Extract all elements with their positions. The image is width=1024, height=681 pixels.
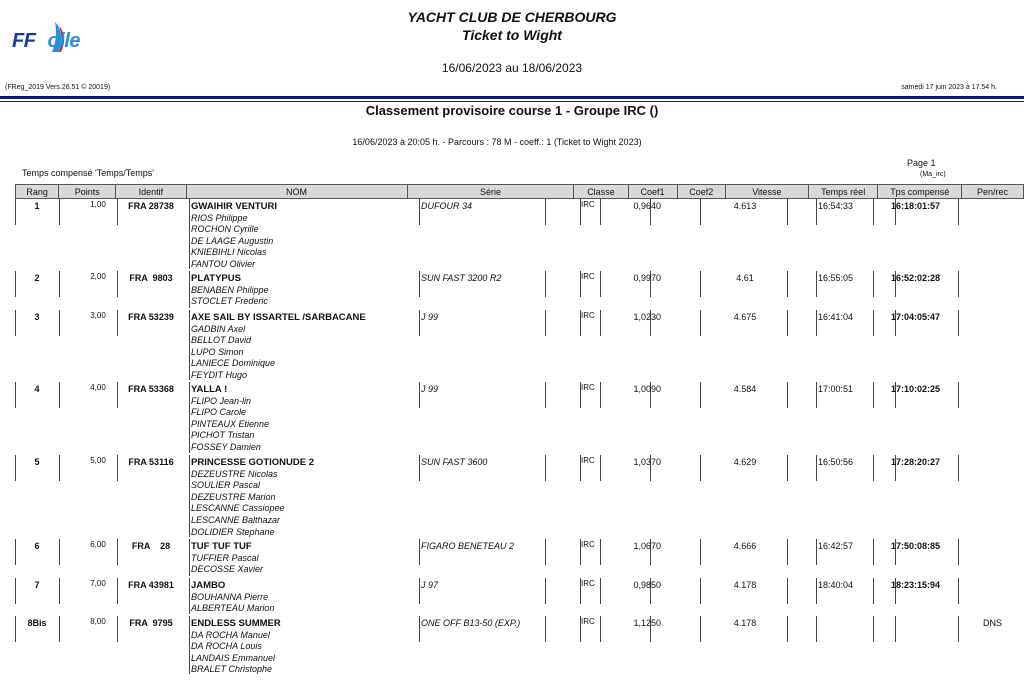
real-time: 18:40:04 xyxy=(818,580,854,590)
event-title: Ticket to Wight xyxy=(462,27,562,43)
cell-divider xyxy=(600,455,601,481)
crew-member: FANTOU Olivier xyxy=(191,258,256,269)
cell-divider xyxy=(816,382,817,408)
cell-divider xyxy=(59,382,60,408)
cell-divider xyxy=(419,199,420,225)
points: 5,00 xyxy=(90,456,106,465)
boat-series: DUFOUR 34 xyxy=(421,201,473,211)
crew-member: FOSSEY Damien xyxy=(191,441,261,452)
boat-series: SUN FAST 3200 R2 xyxy=(421,273,502,283)
cell-divider xyxy=(189,616,190,674)
sail-number: FRA 28 xyxy=(131,541,171,551)
corrected-time: 18:23:15:94 xyxy=(891,580,941,590)
table-row xyxy=(15,310,1020,382)
penalty: DNS xyxy=(983,618,1003,628)
boat-series: SUN FAST 3600 xyxy=(421,457,488,467)
cell-divider xyxy=(873,455,874,481)
cell-divider xyxy=(419,382,420,408)
boat-name: GWAIHIR VENTURI xyxy=(191,201,278,212)
crew-member: PINTEAUX Etienne xyxy=(191,418,270,429)
crew-member: KNIEBIHLI Nicolas xyxy=(191,247,267,258)
sail-number: FRA 53116 xyxy=(128,457,174,467)
crew-member: LUPO Simon xyxy=(191,346,244,357)
cell-divider xyxy=(700,539,701,565)
coef1: 1,0230 xyxy=(633,312,661,322)
cell-divider xyxy=(816,310,817,336)
cell-divider xyxy=(787,310,788,336)
crew-member: BENABEN Philippe xyxy=(191,284,269,295)
col-points: Points xyxy=(59,185,116,199)
cell-divider xyxy=(545,455,546,481)
cell-divider xyxy=(816,539,817,565)
cell-divider xyxy=(873,199,874,225)
table-row xyxy=(15,616,1020,676)
real-time: 16:55:05 xyxy=(818,273,854,283)
speed: 4.178 xyxy=(733,618,757,628)
boat-and-crew xyxy=(191,541,263,576)
crew-member: PICHOT Tristan xyxy=(191,430,255,441)
boat-series: J 97 xyxy=(421,580,439,590)
col-classe: Classe xyxy=(574,185,628,199)
boat-name: JAMBO xyxy=(191,580,226,591)
points: 2,00 xyxy=(90,272,106,281)
cell-divider xyxy=(600,539,601,565)
cell-divider xyxy=(700,199,701,225)
points: 1,00 xyxy=(90,200,106,209)
crew-member: ALBERTEAU Marion xyxy=(191,603,275,614)
boat-and-crew xyxy=(191,312,366,382)
crew-member: RIOS Philippe xyxy=(191,212,248,223)
rank: 4 xyxy=(34,384,40,394)
cell-divider xyxy=(545,199,546,225)
crew-member: DECOSSE Xavier xyxy=(191,564,264,575)
coef1: 1,0090 xyxy=(633,384,661,394)
col-tps-compense: Tps compensé xyxy=(878,185,962,199)
cell-divider xyxy=(958,578,959,604)
results-table-header xyxy=(15,184,1024,199)
crew-member: STOCLET Frederic xyxy=(191,296,268,307)
speed: 4.178 xyxy=(733,580,757,590)
speed: 4.629 xyxy=(733,457,757,467)
points: 3,00 xyxy=(90,311,106,320)
sail-number: FRA 28738 xyxy=(128,201,174,211)
cell-divider xyxy=(545,310,546,336)
rank: 6 xyxy=(34,541,40,551)
coef1: 0,9640 xyxy=(633,201,661,211)
cell-divider xyxy=(958,199,959,225)
cell-divider xyxy=(189,310,190,380)
cell-divider xyxy=(419,455,420,481)
crew-member: LANDAIS Emmanuel xyxy=(191,652,276,663)
speed: 4.613 xyxy=(733,201,757,211)
crew-member: FLIPO Carole xyxy=(191,407,247,418)
cell-divider xyxy=(958,539,959,565)
cell-divider xyxy=(600,199,601,225)
crew-member: DEZEUSTRE Marion xyxy=(191,491,276,502)
table-row xyxy=(15,578,1020,616)
cell-divider xyxy=(419,310,420,336)
cell-divider xyxy=(59,578,60,604)
boat-series: J 99 xyxy=(421,384,439,394)
coef1: 0,9970 xyxy=(633,273,661,283)
cell-divider xyxy=(600,310,601,336)
crew-member: SOULIER Pascal xyxy=(191,480,261,491)
cell-divider xyxy=(873,539,874,565)
rank: 2 xyxy=(34,273,40,283)
boat-name: PLATYPUS xyxy=(191,273,241,284)
points: 7,00 xyxy=(90,579,106,588)
col-serie: Série xyxy=(407,185,574,199)
crew-member: FLIPO Jean-lin xyxy=(191,395,252,406)
crew-member: LESCANNE Balthazar xyxy=(191,514,281,525)
sail-number: FRA 9795 xyxy=(129,618,173,628)
rank: 3 xyxy=(34,312,40,322)
cell-divider xyxy=(700,310,701,336)
cell-divider xyxy=(600,578,601,604)
table-row xyxy=(15,539,1020,578)
cell-divider xyxy=(816,455,817,481)
real-time: 16:50:56 xyxy=(818,457,854,467)
event-dates: 16/06/2023 au 18/06/2023 xyxy=(441,61,583,75)
corrected-time: 16:52:02:28 xyxy=(891,273,941,283)
rank: 5 xyxy=(34,457,40,467)
cell-divider xyxy=(419,539,420,565)
cell-divider xyxy=(895,616,896,642)
header-rule-thin xyxy=(0,101,1024,102)
cell-divider xyxy=(787,199,788,225)
cell-divider xyxy=(700,271,701,297)
crew-member: DA ROCHA Louis xyxy=(191,641,262,652)
cell-divider xyxy=(600,616,601,642)
real-time: 17:00:51 xyxy=(818,384,854,394)
cell-divider xyxy=(600,271,601,297)
crew-member: BRALET Christophe xyxy=(191,664,273,675)
crew-member: BOUHANNA Pierre xyxy=(191,591,269,602)
cell-divider xyxy=(873,578,874,604)
cell-divider xyxy=(787,578,788,604)
cell-divider xyxy=(873,310,874,336)
boat-and-crew xyxy=(191,580,274,615)
speed: 4.675 xyxy=(733,312,757,322)
boat-and-crew xyxy=(191,384,269,454)
speed: 4.584 xyxy=(733,384,757,394)
col-coef1: Coef1 xyxy=(628,185,677,199)
cell-divider xyxy=(787,271,788,297)
crew-member: LANIECE Dominique xyxy=(191,358,276,369)
cell-divider xyxy=(816,271,817,297)
table-row xyxy=(15,199,1020,271)
class: IRC xyxy=(581,272,595,281)
cell-divider xyxy=(545,539,546,565)
crew-member: DA ROCHA Manuel xyxy=(191,629,270,640)
boat-name: PRINCESSE GOTIONUDE 2 xyxy=(191,457,314,468)
rank: 7 xyxy=(34,580,40,590)
cell-divider xyxy=(700,578,701,604)
boat-name: YALLA ! xyxy=(191,384,228,395)
cell-divider xyxy=(189,578,190,614)
crew-member: DE LAAGE Augustin xyxy=(191,235,274,246)
cell-divider xyxy=(59,616,60,642)
cell-divider xyxy=(545,271,546,297)
class: IRC xyxy=(581,311,595,320)
corrected-time: 17:28:20:27 xyxy=(891,457,941,467)
boat-and-crew xyxy=(191,457,314,538)
boat-and-crew xyxy=(191,618,281,676)
boat-series: ONE OFF B13-50 (EXP.) xyxy=(421,618,521,628)
cell-divider xyxy=(189,455,190,537)
boat-and-crew xyxy=(191,201,277,271)
col-temps-reel: Temps réel xyxy=(808,185,878,199)
coef1: 0,9850 xyxy=(633,580,661,590)
cell-divider xyxy=(958,616,959,642)
cell-divider xyxy=(816,578,817,604)
classement-title: Classement provisoire course 1 - Groupe IRC () xyxy=(365,103,659,118)
cell-divider xyxy=(700,616,701,642)
cell-divider xyxy=(816,616,817,642)
cell-divider xyxy=(189,271,190,308)
crew-member: DOLIDIER Stephane xyxy=(191,526,275,537)
cell-divider xyxy=(958,271,959,297)
cell-divider xyxy=(59,271,60,297)
print-date: samedi 17 juin 2023 à 17.54 h. xyxy=(901,84,997,91)
corrected-time: 17:50:08:85 xyxy=(891,541,941,551)
cell-divider xyxy=(873,616,874,642)
cell-divider xyxy=(59,310,60,336)
cell-divider xyxy=(873,382,874,408)
sail-number: FRA 53368 xyxy=(128,384,174,394)
race-info: 16/06/2023 à 20:05 h. - Parcours : 78 M - coeff.: 1 (Ticket to Wight 2023) xyxy=(352,137,642,147)
corrected-time: 17:04:05:47 xyxy=(891,312,941,322)
cell-divider xyxy=(816,199,817,225)
class: IRC xyxy=(581,383,595,392)
cell-divider xyxy=(787,616,788,642)
boat-series: J 99 xyxy=(421,312,439,322)
club-title: YACHT CLUB DE CHERBOURG xyxy=(407,9,617,25)
cell-divider xyxy=(419,271,420,297)
cell-divider xyxy=(189,199,190,269)
logo-text: FF oile xyxy=(12,30,80,52)
cell-divider xyxy=(59,455,60,481)
class: IRC xyxy=(581,456,595,465)
page-number: Page 1 xyxy=(907,158,936,168)
real-time: 16:42:57 xyxy=(818,541,854,551)
real-time: 16:41:04 xyxy=(818,312,854,322)
corrected-time: 17:10:02:25 xyxy=(891,384,941,394)
points: 4,00 xyxy=(90,383,106,392)
speed: 4.61 xyxy=(736,273,754,283)
col-coef2: Coef2 xyxy=(677,185,725,199)
cell-divider xyxy=(958,455,959,481)
class: IRC xyxy=(581,579,595,588)
cell-divider xyxy=(59,199,60,225)
class: IRC xyxy=(581,540,595,549)
real-time: 16:54:33 xyxy=(818,201,854,211)
boat-name: TUF TUF TUF xyxy=(191,541,252,552)
cell-divider xyxy=(419,616,420,642)
crew-member: FEYDIT Hugo xyxy=(191,369,248,380)
col-rang: Rang xyxy=(16,185,59,199)
coef1: 1,0670 xyxy=(633,541,661,551)
boat-and-crew xyxy=(191,273,269,308)
temps-compense-label: Temps compensé 'Temps/Temps' xyxy=(22,168,154,178)
sail-number: FRA 43981 xyxy=(128,580,174,590)
table-row xyxy=(15,271,1020,310)
cell-divider xyxy=(419,578,420,604)
sail-number: FRA 9803 xyxy=(129,273,173,283)
cell-divider xyxy=(787,382,788,408)
class: IRC xyxy=(581,617,595,626)
cell-divider xyxy=(189,539,190,576)
corrected-time: 16:18:01:57 xyxy=(891,201,941,211)
cell-divider xyxy=(958,310,959,336)
points: 8,00 xyxy=(90,617,106,626)
cell-divider xyxy=(958,382,959,408)
cell-divider xyxy=(700,455,701,481)
boat-series: FIGARO BENETEAU 2 xyxy=(421,541,515,551)
sail-number: FRA 53239 xyxy=(128,312,174,322)
software-version: (FReg_2019 Vers.26.51 © 20019) xyxy=(5,84,111,91)
cell-divider xyxy=(189,382,190,453)
cell-divider xyxy=(700,382,701,408)
crew-member: TUFFIER Pascal xyxy=(191,552,259,563)
cell-divider xyxy=(600,382,601,408)
col-pen-rec: Pen/rec xyxy=(961,185,1023,199)
cell-divider xyxy=(873,271,874,297)
crew-member: LESCANNE Cassiopee xyxy=(191,503,285,514)
col-nom: NOM xyxy=(186,185,407,199)
cell-divider xyxy=(545,382,546,408)
boat-name: ENDLESS SUMMER xyxy=(191,618,281,629)
coef1: 1,1250 xyxy=(633,618,661,628)
col-vitesse: Vitesse xyxy=(725,185,808,199)
boat-name: AXE SAIL BY ISSARTEL /SARBACANE xyxy=(191,312,366,323)
crew-member: ROCHON Cyrille xyxy=(191,224,259,235)
cell-divider xyxy=(787,539,788,565)
col-identif: Identif xyxy=(116,185,186,199)
cell-divider xyxy=(545,616,546,642)
page-sub: (Ma_irc) xyxy=(920,171,946,178)
points: 6,00 xyxy=(90,540,106,549)
crew-member: GADBIN Axel xyxy=(191,323,246,334)
coef1: 1,0370 xyxy=(633,457,661,467)
rank: 1 xyxy=(34,201,40,211)
crew-member: DEZEUSTRE Nicolas xyxy=(191,468,278,479)
crew-member: BELLOT David xyxy=(191,335,252,346)
rank: 8Bis xyxy=(27,618,47,628)
speed: 4.666 xyxy=(733,541,757,551)
cell-divider xyxy=(545,578,546,604)
table-row xyxy=(15,382,1020,455)
table-row xyxy=(15,455,1020,539)
class: IRC xyxy=(581,200,595,209)
cell-divider xyxy=(787,455,788,481)
cell-divider xyxy=(59,539,60,565)
header-rule xyxy=(0,96,1024,99)
